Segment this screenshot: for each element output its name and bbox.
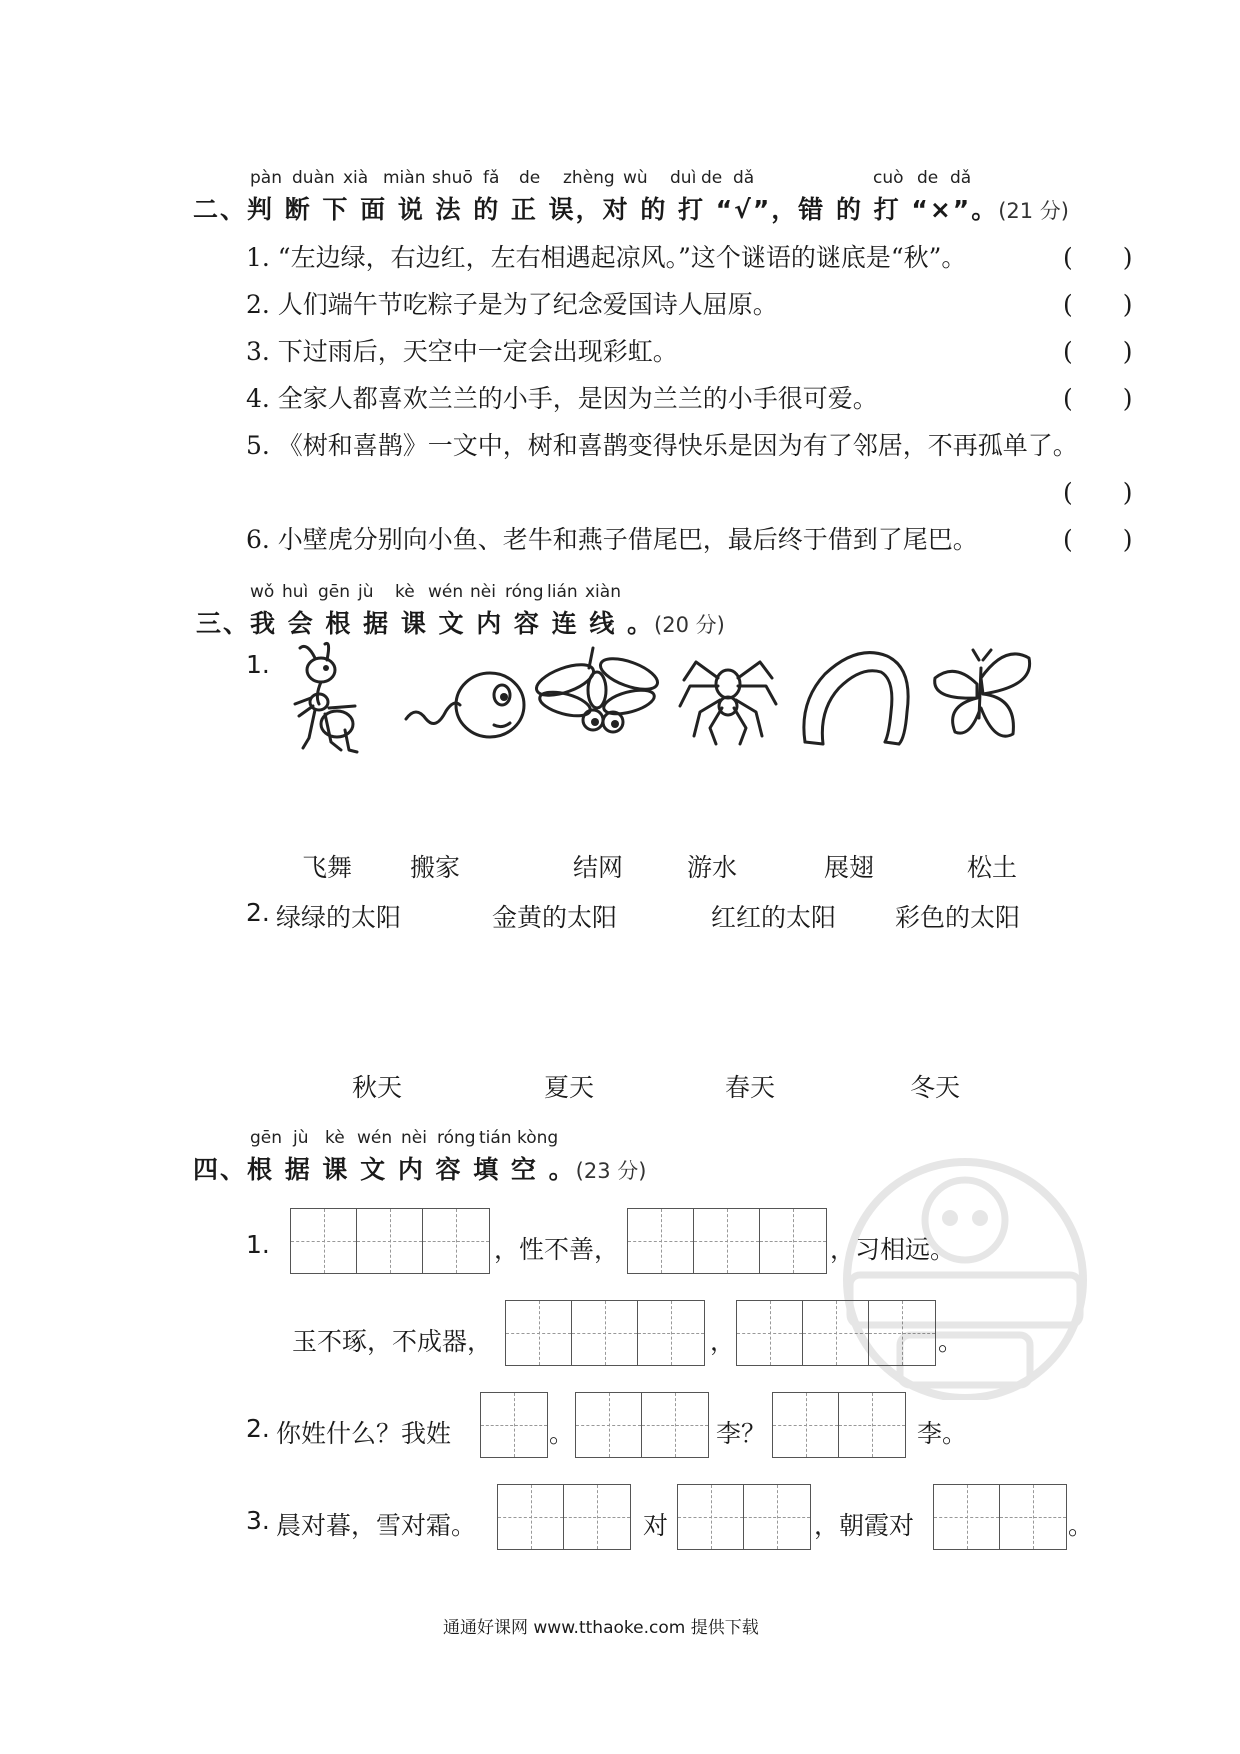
section2-score: (21 分) <box>998 199 1069 223</box>
writing-grid-q3c[interactable] <box>933 1484 1067 1550</box>
butterfly-icon[interactable] <box>925 648 1040 753</box>
pinyin-wo: wǒ <box>250 582 275 602</box>
pinyin-lian: lián <box>547 582 578 602</box>
fill-q3-text1: 晨对暮，雪对霜。 <box>276 1511 477 1540</box>
writing-grid-q1b[interactable] <box>627 1208 827 1274</box>
section3-score: (20 分) <box>654 613 725 637</box>
fill-q1-label: 1. <box>246 1230 270 1259</box>
match-word-1[interactable]: 飞舞 <box>302 853 353 882</box>
footer-text: 通通好课网 www.tthaoke.com 提供下载 <box>443 1618 759 1638</box>
season-item-1[interactable]: 秋天 <box>352 1073 403 1102</box>
section4-heading <box>193 1150 646 1186</box>
fill-q1-text5: 。 <box>938 1327 964 1356</box>
writing-grid-q1c[interactable] <box>505 1300 705 1366</box>
pinyin-wen: wén <box>428 582 464 602</box>
watermark-logo-icon <box>820 1150 1110 1400</box>
pinyin-gen2: gēn <box>250 1128 283 1148</box>
fill-q1-text1: ，性不善， <box>494 1235 620 1264</box>
fill-q2-label: 2. <box>246 1414 270 1443</box>
answer-paren-2[interactable]: ( ) <box>1063 290 1133 319</box>
pinyin-da: dǎ <box>733 168 755 188</box>
pinyin-ke2: kè <box>325 1128 345 1148</box>
fill-q1-text3: 玉不琢，不成器， <box>292 1327 493 1356</box>
fill-q1-text2: ，习相远。 <box>830 1235 956 1264</box>
pinyin-de: de <box>519 168 541 188</box>
pinyin-gen: gēn <box>318 582 351 602</box>
pinyin-pan: pàn <box>250 168 282 188</box>
pinyin-wen2: wén <box>357 1128 393 1148</box>
fill-q2-text1: 你姓什么？我姓 <box>276 1419 452 1448</box>
fill-q2-text2: 。 <box>549 1419 575 1448</box>
judge-item-3: 3. 下过雨后，天空中一定会出现彩虹。 <box>246 337 678 366</box>
fill-q2-text3: 李？ <box>716 1419 767 1448</box>
match-word-2[interactable]: 搬家 <box>410 853 461 882</box>
pinyin-shuo: shuō <box>432 168 473 188</box>
writing-grid-q3b[interactable] <box>677 1484 811 1550</box>
dragonfly-icon[interactable] <box>535 640 665 750</box>
pinyin-xia: xià <box>343 168 369 188</box>
sun-item-3[interactable]: 红红的太阳 <box>711 903 837 932</box>
earthworm-icon[interactable] <box>795 642 920 752</box>
q2-label: 2. <box>246 898 270 927</box>
writing-grid-q1a[interactable] <box>290 1208 490 1274</box>
match-word-6[interactable]: 松土 <box>967 853 1018 882</box>
pinyin-ju: jù <box>358 582 374 602</box>
fill-q3-text3: ，朝霞对 <box>814 1511 915 1540</box>
judge-item-4: 4. 全家人都喜欢兰兰的小手，是因为兰兰的小手很可爱。 <box>246 384 878 413</box>
writing-grid-q2b[interactable] <box>575 1392 709 1458</box>
pinyin-dui: duì <box>670 168 697 188</box>
answer-paren-5[interactable]: ( ) <box>1063 478 1133 507</box>
pinyin-cuo: cuò <box>873 168 904 188</box>
writing-grid-q2a[interactable] <box>480 1392 548 1458</box>
pinyin-de3: de <box>917 168 939 188</box>
sun-item-1[interactable]: 绿绿的太阳 <box>276 903 402 932</box>
fill-q2-text4: 李。 <box>917 1419 968 1448</box>
section3-heading <box>196 604 725 640</box>
section2-title: 二、判 断 下 面 说 法 的 正 误，对 的 打 “√”，错 的 打 “×”。 <box>193 195 999 224</box>
pinyin-tian: tián <box>479 1128 512 1148</box>
tadpole-icon[interactable] <box>398 655 528 755</box>
pinyin-rong2: róng <box>437 1128 476 1148</box>
judge-item-5: 5. 《树和喜鹊》一文中，树和喜鹊变得快乐是因为有了邻居，不再孤单了。 <box>246 431 1078 460</box>
pinyin-duan: duàn <box>292 168 335 188</box>
pinyin-nei: nèi <box>470 582 496 602</box>
writing-grid-q2c[interactable] <box>772 1392 906 1458</box>
pinyin-de2: de <box>701 168 723 188</box>
match-word-5[interactable]: 展翅 <box>824 853 875 882</box>
sun-item-2[interactable]: 金黄的太阳 <box>492 903 618 932</box>
pinyin-zheng: zhèng <box>563 168 615 188</box>
season-item-2[interactable]: 夏天 <box>544 1073 595 1102</box>
match-word-4[interactable]: 游水 <box>687 853 738 882</box>
pinyin-xian: xiàn <box>585 582 621 602</box>
pinyin-wu: wù <box>623 168 648 188</box>
season-item-4[interactable]: 冬天 <box>910 1073 961 1102</box>
answer-paren-3[interactable]: ( ) <box>1063 337 1133 366</box>
judge-item-2: 2. 人们端午节吃粽子是为了纪念爱国诗人屈原。 <box>246 290 778 319</box>
fill-q3-label: 3. <box>246 1506 270 1535</box>
pinyin-ju2: jù <box>293 1128 309 1148</box>
judge-item-6: 6. 小壁虎分别向小鱼、老牛和燕子借尾巴，最后终于借到了尾巴。 <box>246 525 978 554</box>
pinyin-nei2: nèi <box>401 1128 427 1148</box>
section3-title: 三、我 会 根 据 课 文 内 容 连 线 。 <box>196 609 655 638</box>
answer-paren-1[interactable]: ( ) <box>1063 243 1133 272</box>
spider-icon[interactable] <box>672 640 782 750</box>
pinyin-kong: kòng <box>517 1128 559 1148</box>
section4-score: (23 分) <box>575 1159 647 1183</box>
writing-grid-q3a[interactable] <box>497 1484 631 1550</box>
pinyin-rong: róng <box>505 582 544 602</box>
section2-heading <box>193 190 1069 226</box>
judge-item-1: 1. “左边绿，右边红，左右相遇起凉风。”这个谜语的谜底是“秋”。 <box>246 243 967 272</box>
sun-item-4[interactable]: 彩色的太阳 <box>895 903 1021 932</box>
pinyin-hui: huì <box>282 582 309 602</box>
section4-title: 四、根 据 课 文 内 容 填 空 。 <box>193 1155 576 1184</box>
pinyin-da2: dǎ <box>950 168 972 188</box>
fill-q1-text4: ， <box>710 1327 736 1356</box>
q1-label: 1. <box>246 650 270 679</box>
answer-paren-6[interactable]: ( ) <box>1063 525 1133 554</box>
fill-q3-text4: 。 <box>1068 1511 1094 1540</box>
season-item-3[interactable]: 春天 <box>725 1073 776 1102</box>
pinyin-mian: miàn <box>383 168 426 188</box>
pinyin-ke: kè <box>395 582 415 602</box>
ant-icon[interactable] <box>285 640 385 758</box>
fill-q3-text2: 对 <box>643 1511 669 1540</box>
answer-paren-4[interactable]: ( ) <box>1063 384 1133 413</box>
match-word-3[interactable]: 结网 <box>573 853 624 882</box>
pinyin-fa: fǎ <box>483 168 500 188</box>
